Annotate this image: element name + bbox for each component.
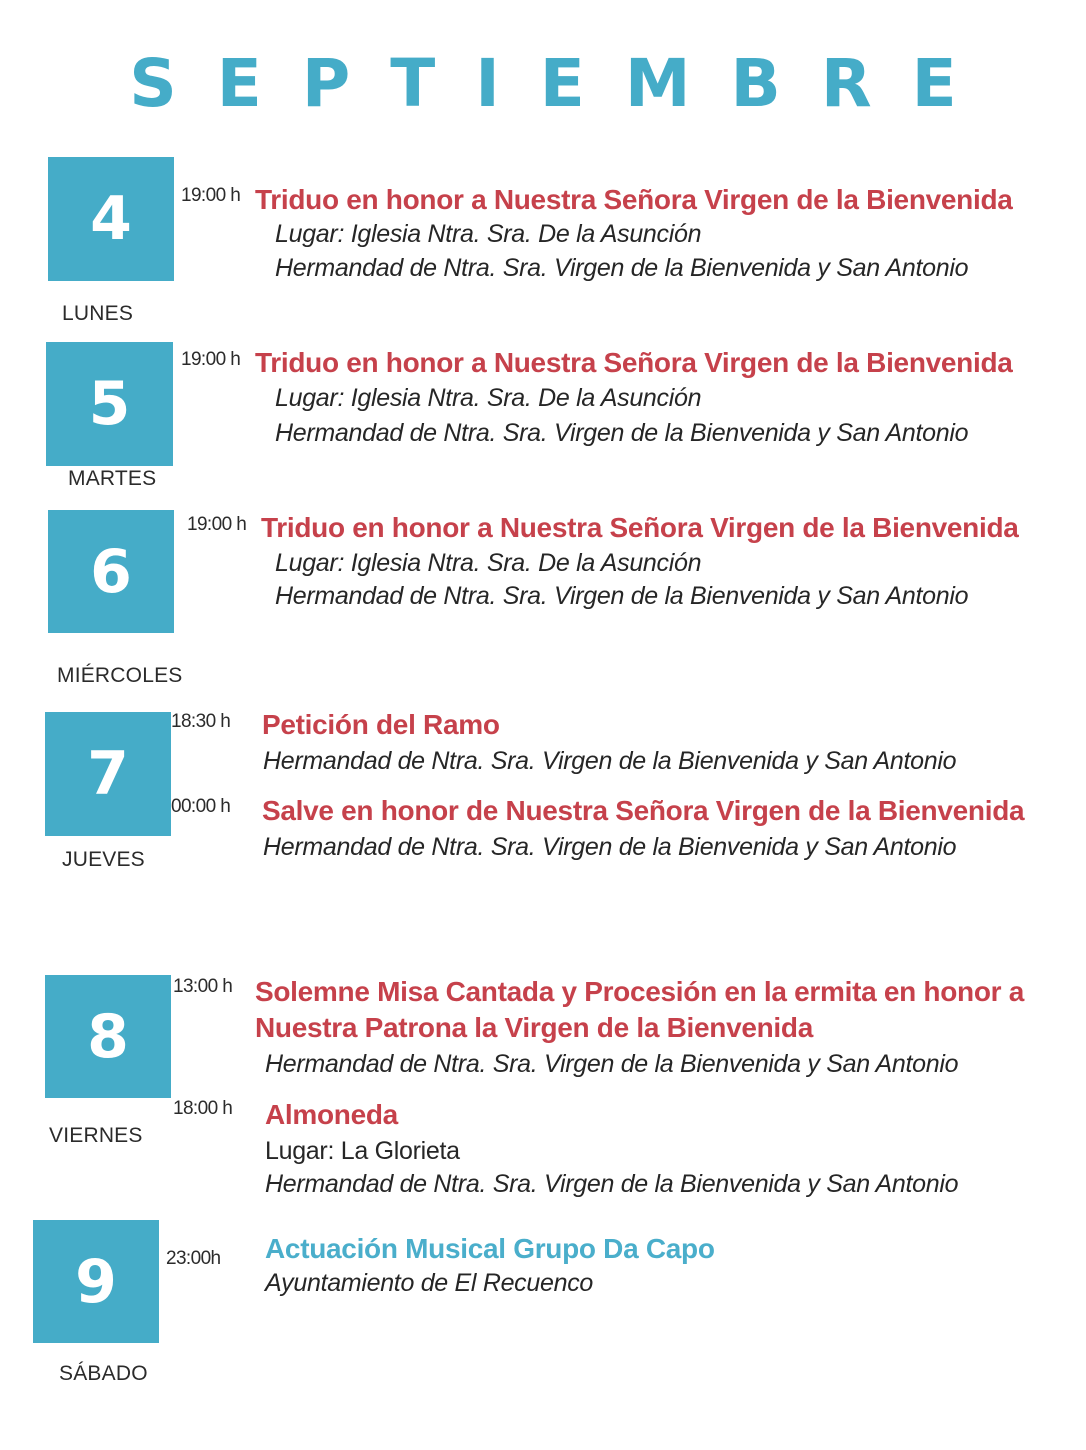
day-number-box: 8 [45, 975, 171, 1098]
event-title: Triduo en honor a Nuestra Señora Virgen de la Bienvenida [255, 184, 1013, 215]
event-time: 18:00 h [173, 1098, 233, 1119]
day-number-box: 7 [45, 712, 171, 836]
event-title: Salve en honor de Nuestra Señora Virgen de la Bienvenida [262, 795, 1025, 826]
event-organizer: Hermandad de Ntra. Sra. Virgen de la Bienvenida y San Antonio [275, 254, 969, 282]
event-place: Lugar: Iglesia Ntra. Sra. De la Asunción [275, 384, 702, 412]
event-organizer: Hermandad de Ntra. Sra. Virgen de la Bienvenida y San Antonio [275, 582, 969, 610]
event-organizer: Hermandad de Ntra. Sra. Virgen de la Bienvenida y San Antonio [275, 419, 969, 447]
event-title: Actuación Musical Grupo Da Capo [265, 1233, 715, 1264]
weekday-label: JUEVES [62, 848, 145, 871]
weekday-label: VIERNES [49, 1124, 143, 1147]
month-title: SEPTIEMBRE [129, 45, 997, 122]
event-time: 19:00 h [187, 514, 247, 535]
event-time: 23:00h [166, 1248, 221, 1269]
event-organizer: Hermandad de Ntra. Sra. Virgen de la Bienvenida y San Antonio [263, 833, 957, 861]
event-title: Almoneda [265, 1099, 398, 1130]
day-number-box: 6 [48, 510, 174, 633]
event-place: Lugar: Iglesia Ntra. Sra. De la Asunción [275, 220, 702, 248]
event-place: Lugar: Iglesia Ntra. Sra. De la Asunción [275, 549, 702, 577]
weekday-label: SÁBADO [59, 1362, 148, 1385]
event-time: 19:00 h [181, 185, 241, 206]
day-number-box: 9 [33, 1220, 159, 1343]
event-title: Triduo en honor a Nuestra Señora Virgen de la Bienvenida [255, 347, 1013, 378]
event-time: 19:00 h [181, 349, 241, 370]
day-number-box: 4 [48, 157, 174, 281]
weekday-label: MARTES [68, 467, 157, 490]
event-organizer: Hermandad de Ntra. Sra. Virgen de la Bienvenida y San Antonio [265, 1050, 959, 1078]
weekday-label: MIÉRCOLES [57, 664, 183, 687]
event-time: 13:00 h [173, 976, 233, 997]
weekday-label: LUNES [62, 302, 134, 325]
event-organizer: Hermandad de Ntra. Sra. Virgen de la Bienvenida y San Antonio [265, 1170, 959, 1198]
event-title: Triduo en honor a Nuestra Señora Virgen de la Bienvenida [261, 512, 1019, 543]
day-number-box: 5 [46, 342, 173, 466]
event-time: 18:30 h [171, 711, 231, 732]
event-organizer: Ayuntamiento de El Recuenco [265, 1269, 593, 1297]
event-time: 00:00 h [171, 796, 231, 817]
event-title: Solemne Misa Cantada y Procesión en la ermita en honor a Nuestra Patrona la Virgen de la Bienvenida [255, 976, 1024, 1043]
event-organizer: Hermandad de Ntra. Sra. Virgen de la Bienvenida y San Antonio [263, 747, 957, 775]
event-place: Lugar: La Glorieta [265, 1137, 460, 1165]
event-title: Petición del Ramo [262, 709, 500, 740]
